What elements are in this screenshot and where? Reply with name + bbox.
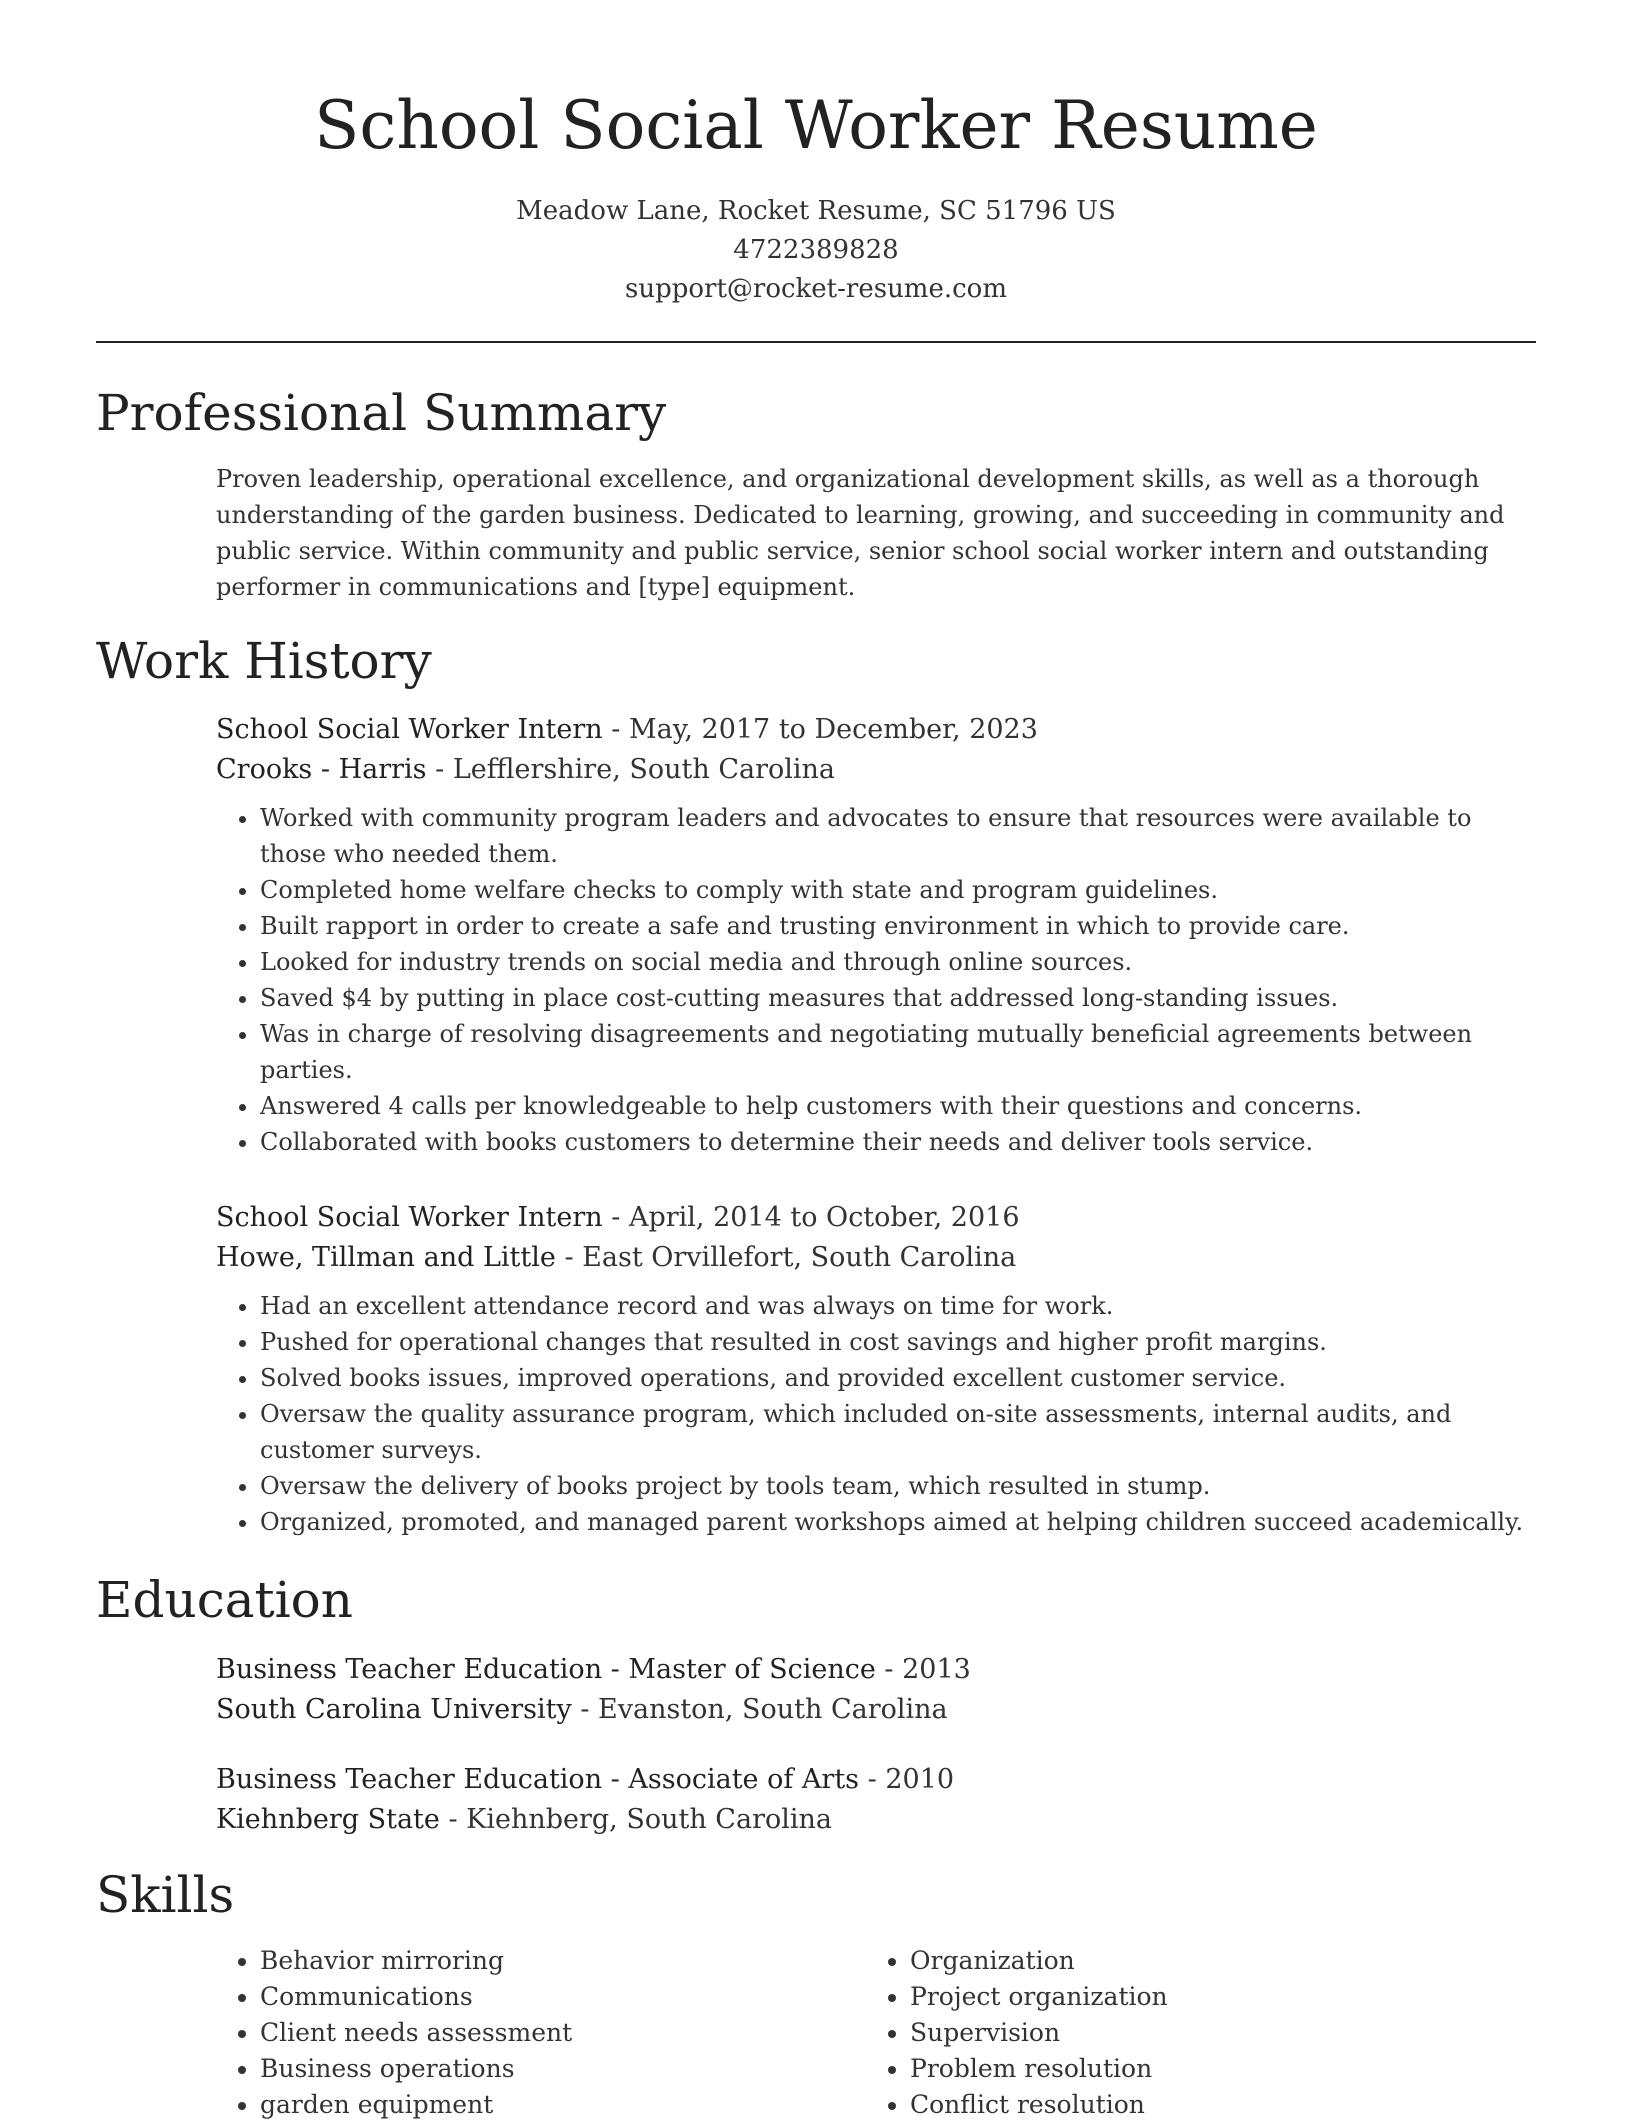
education-entry-1 [216,1650,1536,1730]
contact-email: support@rocket-resume.com [624,274,1007,304]
job-bullet: • Worked with community program leaders and advocates to ensure that resources were available to those who needed them. [260,800,1536,872]
summary-text: Proven leadership, operational excellence, and organizational development skills, as well as a thorough understanding of the garden business. Dedicated to learning, growing, and succeeding in community and public service. Within community and public service, senior school social worker intern and outstanding performer in communications and [type] equipment. [216,465,1505,601]
summary-section [216,461,1536,605]
education-entry-2 [216,1760,1536,1840]
job-bullet: • Collaborated with books customers to determine their needs and deliver tools service. [260,1124,1536,1160]
job-title-line [216,710,1536,750]
skill-item: • Client needs assessment [260,2015,860,2051]
education-degree-line [216,1650,1536,1690]
skill-item: • Project organization [910,1979,1510,2015]
education-location: - Kiehnberg, South Carolina [439,1804,832,1835]
summary-heading: Professional Summary [96,384,667,442]
education-degree-line [216,1760,1536,1800]
header-divider [96,341,1536,343]
job-bullet: • Oversaw the quality assurance program, which included on-site assessments, internal audits, and customer surveys. [260,1396,1536,1468]
education-heading: Education [96,1571,353,1629]
skill-item: • Business operations [260,2051,860,2087]
job-company-line [216,750,1536,790]
education-year: - 2013 [875,1654,971,1685]
job-bullet: • Had an excellent attendance record and was always on time for work. [260,1288,1536,1324]
skills-heading: Skills [96,1866,235,1924]
education-location: - Evanston, South Carolina [571,1694,948,1725]
job-bullet: • Was in charge of resolving disagreements and negotiating mutually beneficial agreements between parties. [260,1016,1536,1088]
contact-address: Meadow Lane, Rocket Resume, SC 51796 US [516,196,1116,226]
education-degree: Business Teacher Education - Master of Science [216,1654,876,1685]
job-company: Crooks - Harris [216,754,427,785]
job-bullet: • Completed home welfare checks to comply with state and program guidelines. [260,872,1536,908]
contact-info [0,192,1632,309]
skill-item: • Behavior mirroring [260,1943,860,1979]
job-bullet: • Oversaw the delivery of books project by tools team, which resulted in stump. [260,1468,1536,1504]
work-history-heading: Work History [96,632,432,690]
job-bullet: • Looked for industry trends on social media and through online sources. [260,944,1536,980]
job-company: Howe, Tillman and Little [216,1242,556,1273]
skills-list-left [216,1943,860,2123]
education-school: Kiehnberg State [216,1804,440,1835]
job-entry-1 [216,710,1536,1160]
education-year: - 2010 [859,1764,955,1795]
job-bullets [216,1288,1536,1540]
job-title: School Social Worker Intern [216,1202,603,1233]
job-location: - East Orvillefort, South Carolina [555,1242,1017,1273]
skill-item: • Conflict resolution [910,2087,1510,2123]
education-degree: Business Teacher Education - Associate of Arts [216,1764,860,1795]
resume-title: School Social Worker Resume [314,87,1318,164]
job-title-line [216,1198,1536,1238]
job-bullet: • Built rapport in order to create a safe and trusting environment in which to provide care. [260,908,1536,944]
job-bullets [216,800,1536,1160]
education-school-line [216,1800,1536,1840]
skill-item: • Problem resolution [910,2051,1510,2087]
job-dates: - May, 2017 to December, 2023 [602,714,1038,745]
job-location: - Lefflershire, South Carolina [426,754,835,785]
job-bullet: • Answered 4 calls per knowledgeable to help customers with their questions and concerns. [260,1088,1536,1124]
job-bullet: • Saved $4 by putting in place cost-cutting measures that addressed long-standing issues. [260,980,1536,1016]
job-bullet: • Pushed for operational changes that resulted in cost savings and higher profit margins. [260,1324,1536,1360]
contact-phone: 4722389828 [733,235,899,265]
job-bullet: • Organized, promoted, and managed parent workshops aimed at helping children succeed academically. [260,1504,1536,1540]
education-school: South Carolina University [216,1694,572,1725]
education-school-line [216,1690,1536,1730]
job-bullet: • Solved books issues, improved operations, and provided excellent customer service. [260,1360,1536,1396]
job-company-line [216,1238,1536,1278]
skill-item: • Organization [910,1943,1510,1979]
skills-list-right [866,1943,1510,2123]
job-entry-2 [216,1198,1536,1540]
job-dates: - April, 2014 to October, 2016 [602,1202,1020,1233]
skill-item: • Supervision [910,2015,1510,2051]
skill-item: • Communications [260,1979,860,2015]
skill-item: • garden equipment [260,2087,860,2123]
job-title: School Social Worker Intern [216,714,603,745]
